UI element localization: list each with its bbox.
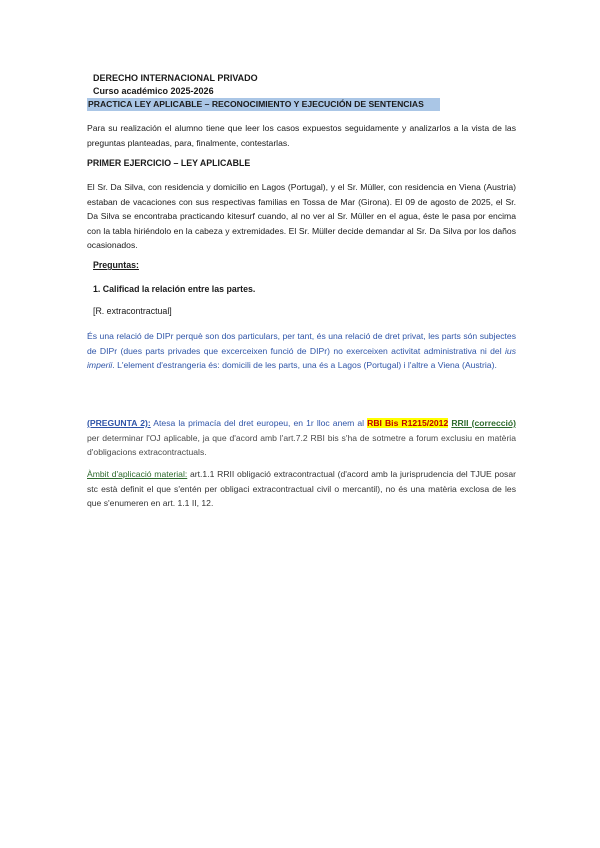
- material-scope-label: Àmbit d'aplicació material:: [87, 469, 188, 479]
- answer-1-text-a: És una relació de DIPr perquè son dos particulars, per tant, és una relació de dret privat, les parts són subjectes de DIPr (dues parts privades que excerceixen funció de DIPr) no exerceixen activitat administrativa ni del: [87, 331, 516, 356]
- answer-2-paragraph: [87, 416, 516, 460]
- questions-heading: Preguntas:: [93, 260, 139, 270]
- rrii-correction-link[interactable]: RRII (correcció): [451, 418, 516, 428]
- answer-3-paragraph: [87, 467, 516, 511]
- answer-3-text: art.1.1 RRII obligació extracontractual (d'acord amb la jurisprudencia del TJUE posar stc està definit el que s'entén per obligaci extracontractual civil o mercantil), no és una matèria exclosa de les que s'enumeren en art. 1.1 II, 12.: [87, 469, 516, 508]
- academic-year: Curso académico 2025-2026: [93, 86, 214, 96]
- answer-1-short: [R. extracontractual]: [93, 306, 172, 316]
- answer-2-text-a: Atesa la primacía del dret europeu, en 1r lloc anem al: [150, 418, 368, 428]
- subject-title: DERECHO INTERNACIONAL PRIVADO: [93, 73, 258, 83]
- case-paragraph: El Sr. Da Silva, con residencia y domicilio en Lagos (Portugal), y el Sr. Müller, con residencia en Viena (Austria) estaban de vacaciones con sus respectivas familias en Tossa de Mar (Girona). El 09 de agosto de 2025, el Sr. Da Silva se encontraba practicando kitesurf cuando, al no ver al Sr. Müller en el agua, éste le pasa por encima con la tabla hiriéndolo en la cabeza y extremidades. El Sr. Müller decide demandar al Sr. Da Silva por los daños ocasionados.: [87, 182, 516, 250]
- intro-paragraph: Para su realización el alumno tiene que leer los casos expuestos seguidamente y analizarlos a la vista de las preguntas planteadas, para, finalmente, contestarlas.: [87, 123, 516, 148]
- answer-1-paragraph: [87, 329, 516, 373]
- answer-1-italic: ius imperii: [87, 345, 516, 370]
- regulation-highlight: RBI Bis R1215/2012: [367, 418, 449, 428]
- question-1: 1. Calificad la relación entre las partes.: [93, 284, 256, 294]
- answer-2-text-b: per determinar l'OJ aplicable, ja que d'acord amb l'art.7.2 RBI bis s'ha de sotmetre a forum exclusiu en matèria d'obligacions extracontractuals.: [87, 432, 516, 457]
- practice-title: PRACTICA LEY APLICABLE – RECONOCIMIENTO Y EJECUCIÓN DE SENTENCIAS: [87, 98, 440, 111]
- question-2-label[interactable]: (PREGUNTA 2):: [87, 418, 151, 428]
- answer-1-text-b: . L'element d'estrangeria és: domicili de les parts, una és a Lagos (Portugal) i l'altre a Viena (Austria).: [112, 360, 497, 370]
- section-title: PRIMER EJERCICIO – LEY APLICABLE: [87, 158, 251, 168]
